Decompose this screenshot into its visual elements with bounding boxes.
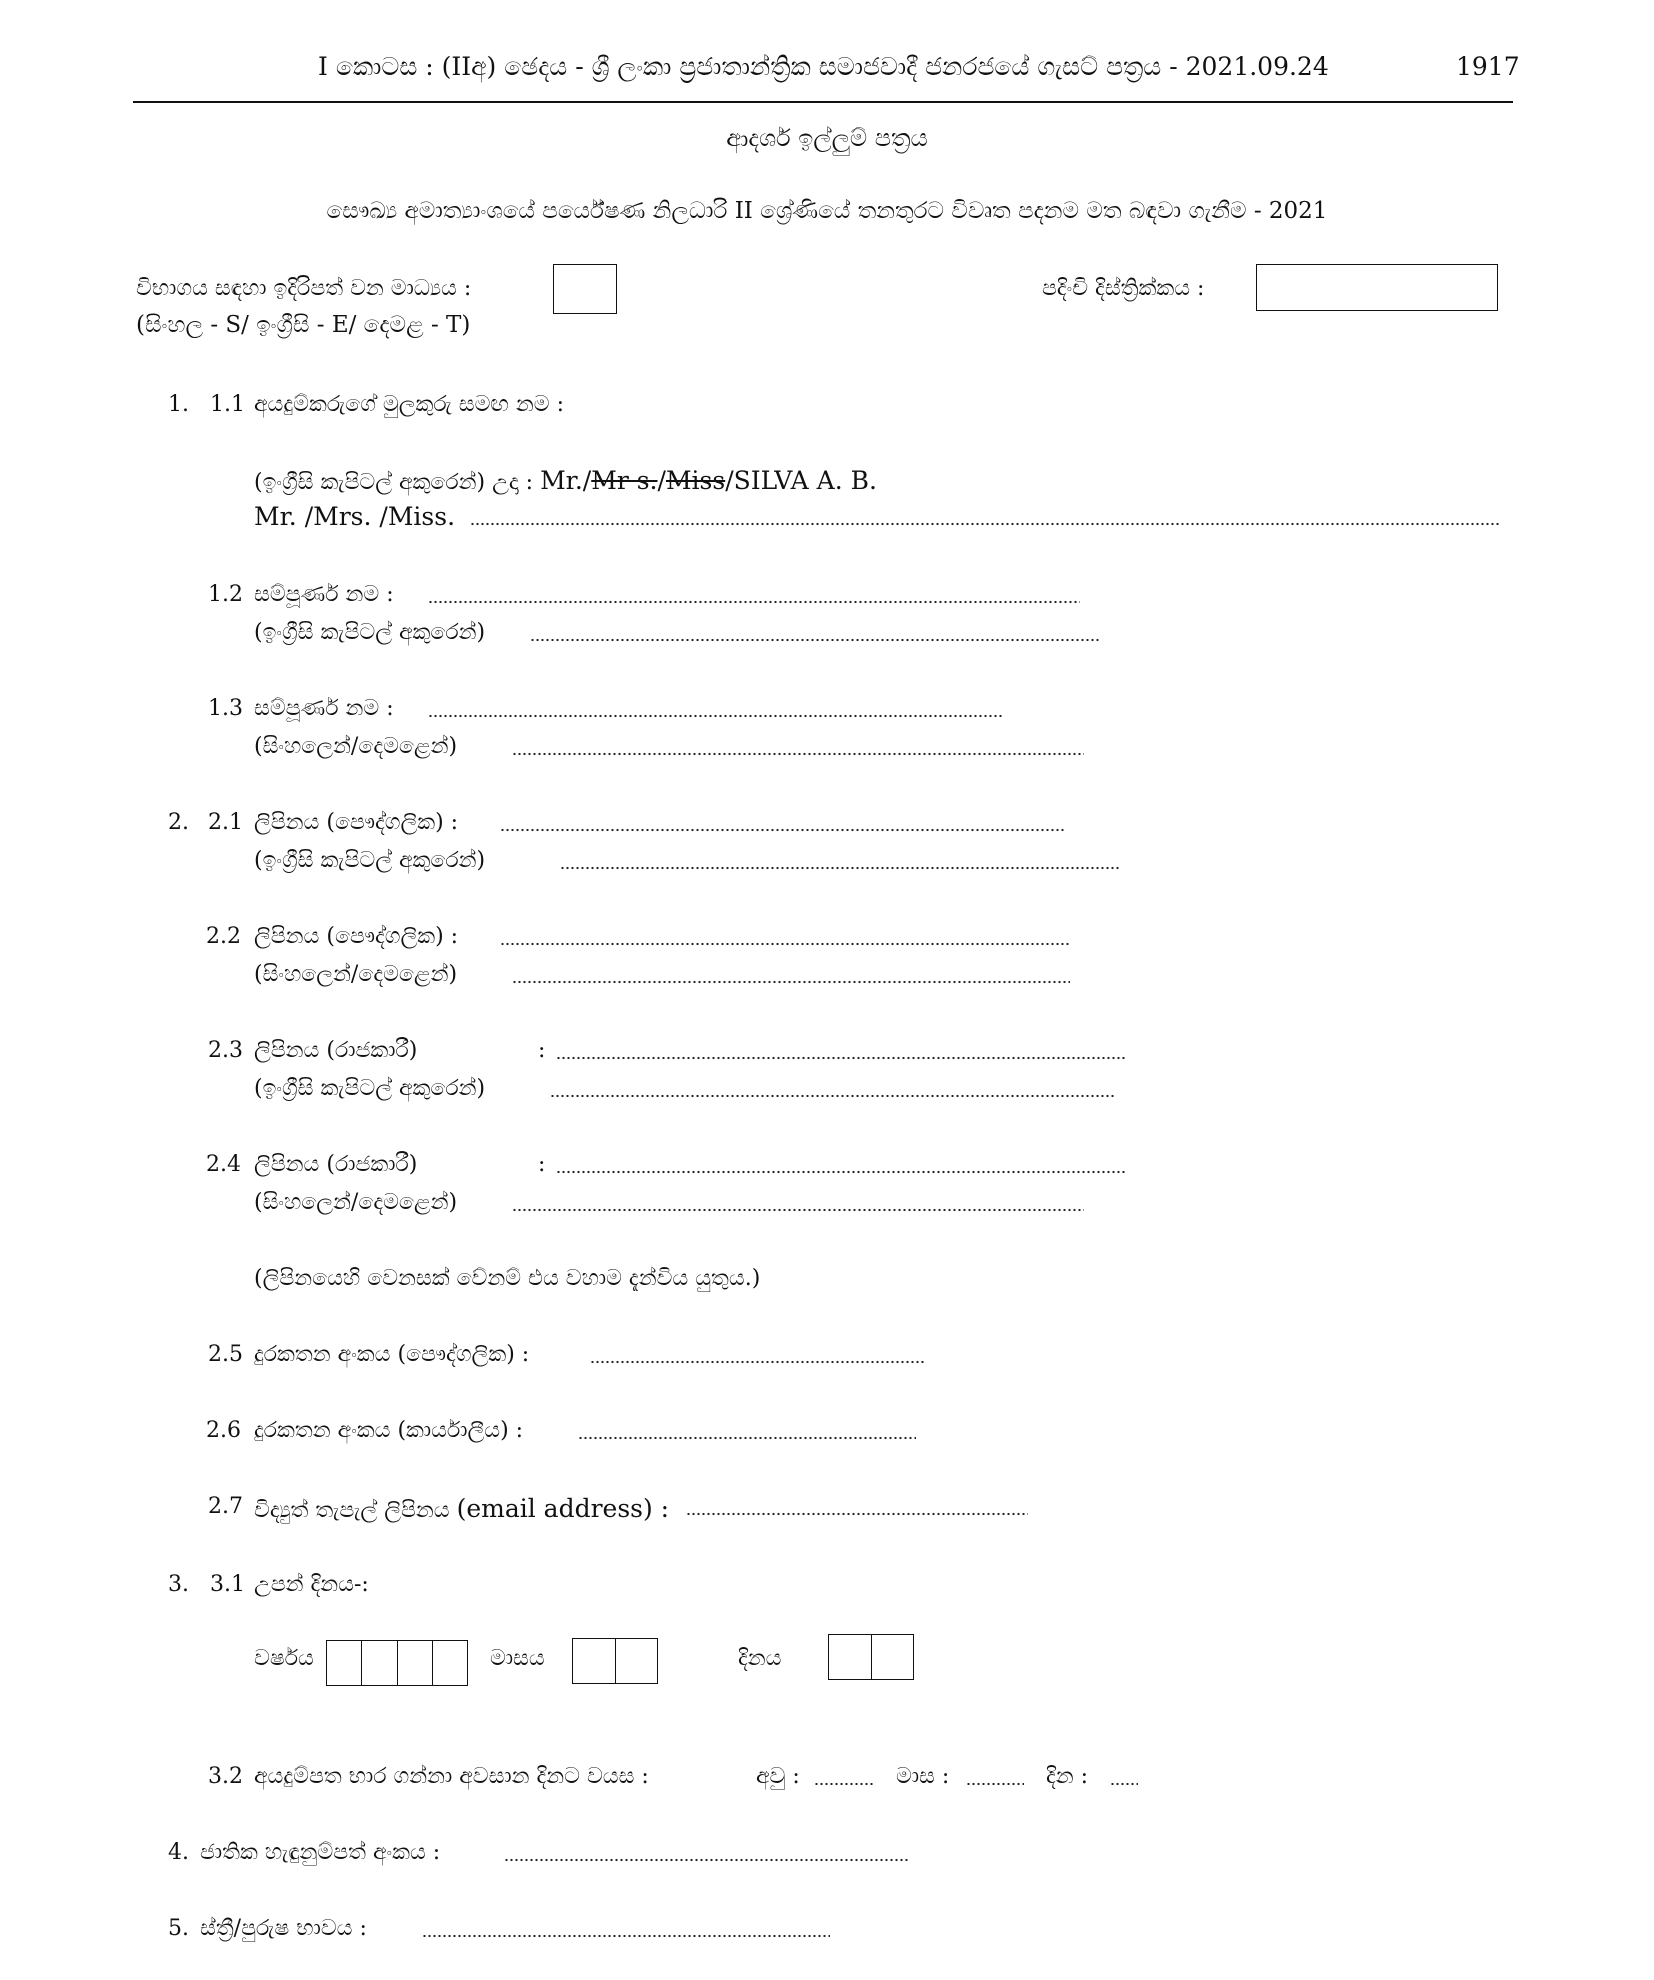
q4-number: 4.	[168, 1840, 189, 1865]
birth-year-digit-4[interactable]	[433, 1641, 467, 1685]
q3-2-days-label: දින :	[1046, 1764, 1089, 1789]
q1-1-example	[254, 466, 877, 495]
birth-month-digit-1[interactable]	[573, 1639, 616, 1683]
q1-1-example-struck-miss: Miss	[665, 466, 726, 495]
q1-1-example-struck-mrs: Mr s.	[591, 466, 658, 495]
q4-label: ජාතික හැඳුනුම්පත් අංකය :	[200, 1840, 441, 1865]
document-subtitle: සෞඛ්‍ය අමාත්‍යාංශයේ පර්යේෂණ නිලධාරි II ශ්‍රේණියේ තනතුරට විවෘත පදනම මත බඳවා ගැනීම - 2021	[326, 198, 1328, 224]
q2-number: 2.	[168, 810, 189, 835]
q2-6-field[interactable]	[578, 1436, 916, 1440]
q1-3-number: 1.3	[208, 696, 243, 721]
q3-1-number: 3.1	[210, 1572, 245, 1597]
birth-day-digit-1[interactable]	[829, 1635, 872, 1679]
q1-1-name-field[interactable]	[470, 522, 1500, 526]
q5-gender-field[interactable]	[422, 1934, 830, 1938]
q1-2-field[interactable]	[428, 600, 1080, 604]
birth-year-boxes[interactable]	[326, 1640, 468, 1686]
document-title: ආදර්ශ ඉල්ලුම් පත්‍රය	[726, 124, 928, 152]
q2-5-field[interactable]	[590, 1360, 926, 1364]
birth-year-digit-1[interactable]	[327, 1641, 362, 1685]
page-number: 1917	[1456, 52, 1520, 81]
q1-2-number: 1.2	[208, 582, 243, 607]
q1-1-example-mr: Mr./	[540, 466, 592, 495]
q2-1-line2: (ඉංග්‍රීසි කැපිටල් අකුරෙන්)	[254, 848, 486, 873]
q3-2-years-label: අවු :	[756, 1764, 800, 1789]
q1-1-example-prefix: (ඉංග්‍රීසි කැපිටල් අකුරෙන්) උදා :	[254, 470, 541, 495]
q1-1-example-slash: /	[657, 466, 666, 495]
q2-3-line2: (ඉංග්‍රීසි කැපිටල් අකුරෙන්)	[254, 1076, 486, 1101]
q4-nic-field[interactable]	[504, 1858, 910, 1862]
q2-7-label-en: (email address) :	[456, 1494, 670, 1523]
q1-3-line2: (සිංහලෙන්/දෙමළෙන්)	[254, 734, 458, 759]
q2-3-field[interactable]	[556, 1056, 1126, 1060]
q1-2-field-line2[interactable]	[530, 638, 1100, 642]
q3-number: 3.	[168, 1572, 189, 1597]
q1-1-example-name: /SILVA A. B.	[725, 466, 877, 495]
q3-2-years-field[interactable]	[814, 1782, 874, 1786]
birth-month-boxes[interactable]	[572, 1638, 658, 1684]
birth-year-digit-3[interactable]	[398, 1641, 433, 1685]
q2-address-note: (ලිපිනයෙහි වෙනසක් වේනම් එය වහාම දැන්විය යුතුය.)	[254, 1266, 761, 1291]
district-input-box[interactable]	[1256, 264, 1498, 311]
q2-4-field-line2[interactable]	[512, 1208, 1084, 1212]
q2-4-field[interactable]	[556, 1170, 1126, 1174]
district-label: පදිංචි දිස්ත්‍රික්කය :	[1042, 276, 1205, 301]
birth-year-digit-2[interactable]	[362, 1641, 397, 1685]
q2-3-field-line2[interactable]	[550, 1094, 1114, 1098]
q2-7-label	[254, 1494, 669, 1523]
q3-2-number: 3.2	[208, 1764, 243, 1789]
q3-2-days-field[interactable]	[1110, 1782, 1138, 1786]
header-rule	[133, 101, 1513, 103]
q2-2-line2: (සිංහලෙන්/දෙමළෙන්)	[254, 962, 458, 987]
q2-7-label-si: විද්‍යුත් තැපැල් ලිපිනය	[254, 1498, 450, 1523]
birth-month-digit-2[interactable]	[616, 1639, 658, 1683]
q5-number: 5.	[168, 1916, 189, 1941]
q2-1-field[interactable]	[500, 828, 1066, 832]
q2-3-label: ලිපිනය (රාජකාරී)	[254, 1038, 418, 1063]
q2-1-label: ලිපිනය (පෞද්ගලික) :	[254, 810, 459, 835]
medium-input-box[interactable]	[553, 264, 617, 314]
q2-7-email-field[interactable]	[686, 1512, 1028, 1516]
q3-1-day-label: දිනය	[738, 1646, 782, 1671]
q2-1-field-line2[interactable]	[560, 866, 1120, 870]
q2-3-colon: :	[538, 1038, 546, 1063]
q5-label: ස්ත්‍රී/පුරුෂ භාවය :	[200, 1916, 367, 1941]
q1-3-label: සම්පූර්ණ නම :	[254, 696, 394, 721]
q1-1-number: 1.1	[210, 392, 245, 417]
q3-1-month-label: මාසය	[490, 1646, 545, 1671]
q2-3-number: 2.3	[208, 1038, 243, 1063]
q3-1-label: උපන් දිනය-:	[254, 1572, 369, 1597]
q3-2-months-label: මාස :	[896, 1764, 950, 1789]
q1-2-line2: (ඉංග්‍රීසි කැපිටල් අකුරෙන්)	[254, 620, 486, 645]
q1-number: 1.	[168, 392, 189, 417]
q2-2-field[interactable]	[500, 942, 1070, 946]
birth-day-boxes[interactable]	[828, 1634, 914, 1680]
q3-2-months-field[interactable]	[966, 1782, 1024, 1786]
q1-3-field-line2[interactable]	[512, 752, 1084, 756]
q3-2-label: අයදුම්පත භාර ගන්නා අවසාන දිනට වයස :	[254, 1764, 649, 1789]
q2-4-label: ලිපිනය (රාජකාරී)	[254, 1152, 418, 1177]
q2-5-number: 2.5	[208, 1342, 243, 1367]
q2-1-number: 2.1	[208, 810, 243, 835]
gazette-header-title: I කොටස : (IIඅ) ඡෙදය - ශ්‍රී ලංකා ප්‍රජාතාන්ත්‍රික සමාජවාදී ජනරජයේ ගැසට් පත්‍රය - 2021.09.24	[318, 52, 1329, 81]
birth-day-digit-2[interactable]	[872, 1635, 914, 1679]
q1-1-titles: Mr. /Mrs. /Miss.	[254, 502, 456, 531]
q2-4-number: 2.4	[206, 1152, 241, 1177]
medium-hint: (සිංහල - S/ ඉංග්‍රීසි - E/ දෙමළ - T)	[136, 312, 471, 338]
q2-6-number: 2.6	[206, 1418, 241, 1443]
medium-label: විභාගය සඳහා ඉදිරිපත් වන මාධ්‍යය :	[136, 276, 472, 301]
q3-1-year-label: වර්ෂය	[254, 1646, 314, 1671]
q2-6-label: දුරකතන අංකය (කාර්යාලීය) :	[254, 1418, 524, 1443]
q2-7-number: 2.7	[208, 1494, 243, 1519]
q1-3-field[interactable]	[428, 714, 1003, 718]
q2-4-line2: (සිංහලෙන්/දෙමළෙන්)	[254, 1190, 458, 1215]
q1-2-label: සම්පූර්ණ නම :	[254, 582, 394, 607]
q2-5-label: දුරකතන අංකය (පෞද්ගලික) :	[254, 1342, 530, 1367]
q2-2-label: ලිපිනය (පෞද්ගලික) :	[254, 924, 459, 949]
q2-4-colon: :	[538, 1152, 546, 1177]
q2-2-number: 2.2	[206, 924, 241, 949]
q1-1-label: අයදුම්කරුගේ මුලකුරු සමඟ නම :	[254, 392, 564, 417]
q2-2-field-line2[interactable]	[512, 980, 1070, 984]
